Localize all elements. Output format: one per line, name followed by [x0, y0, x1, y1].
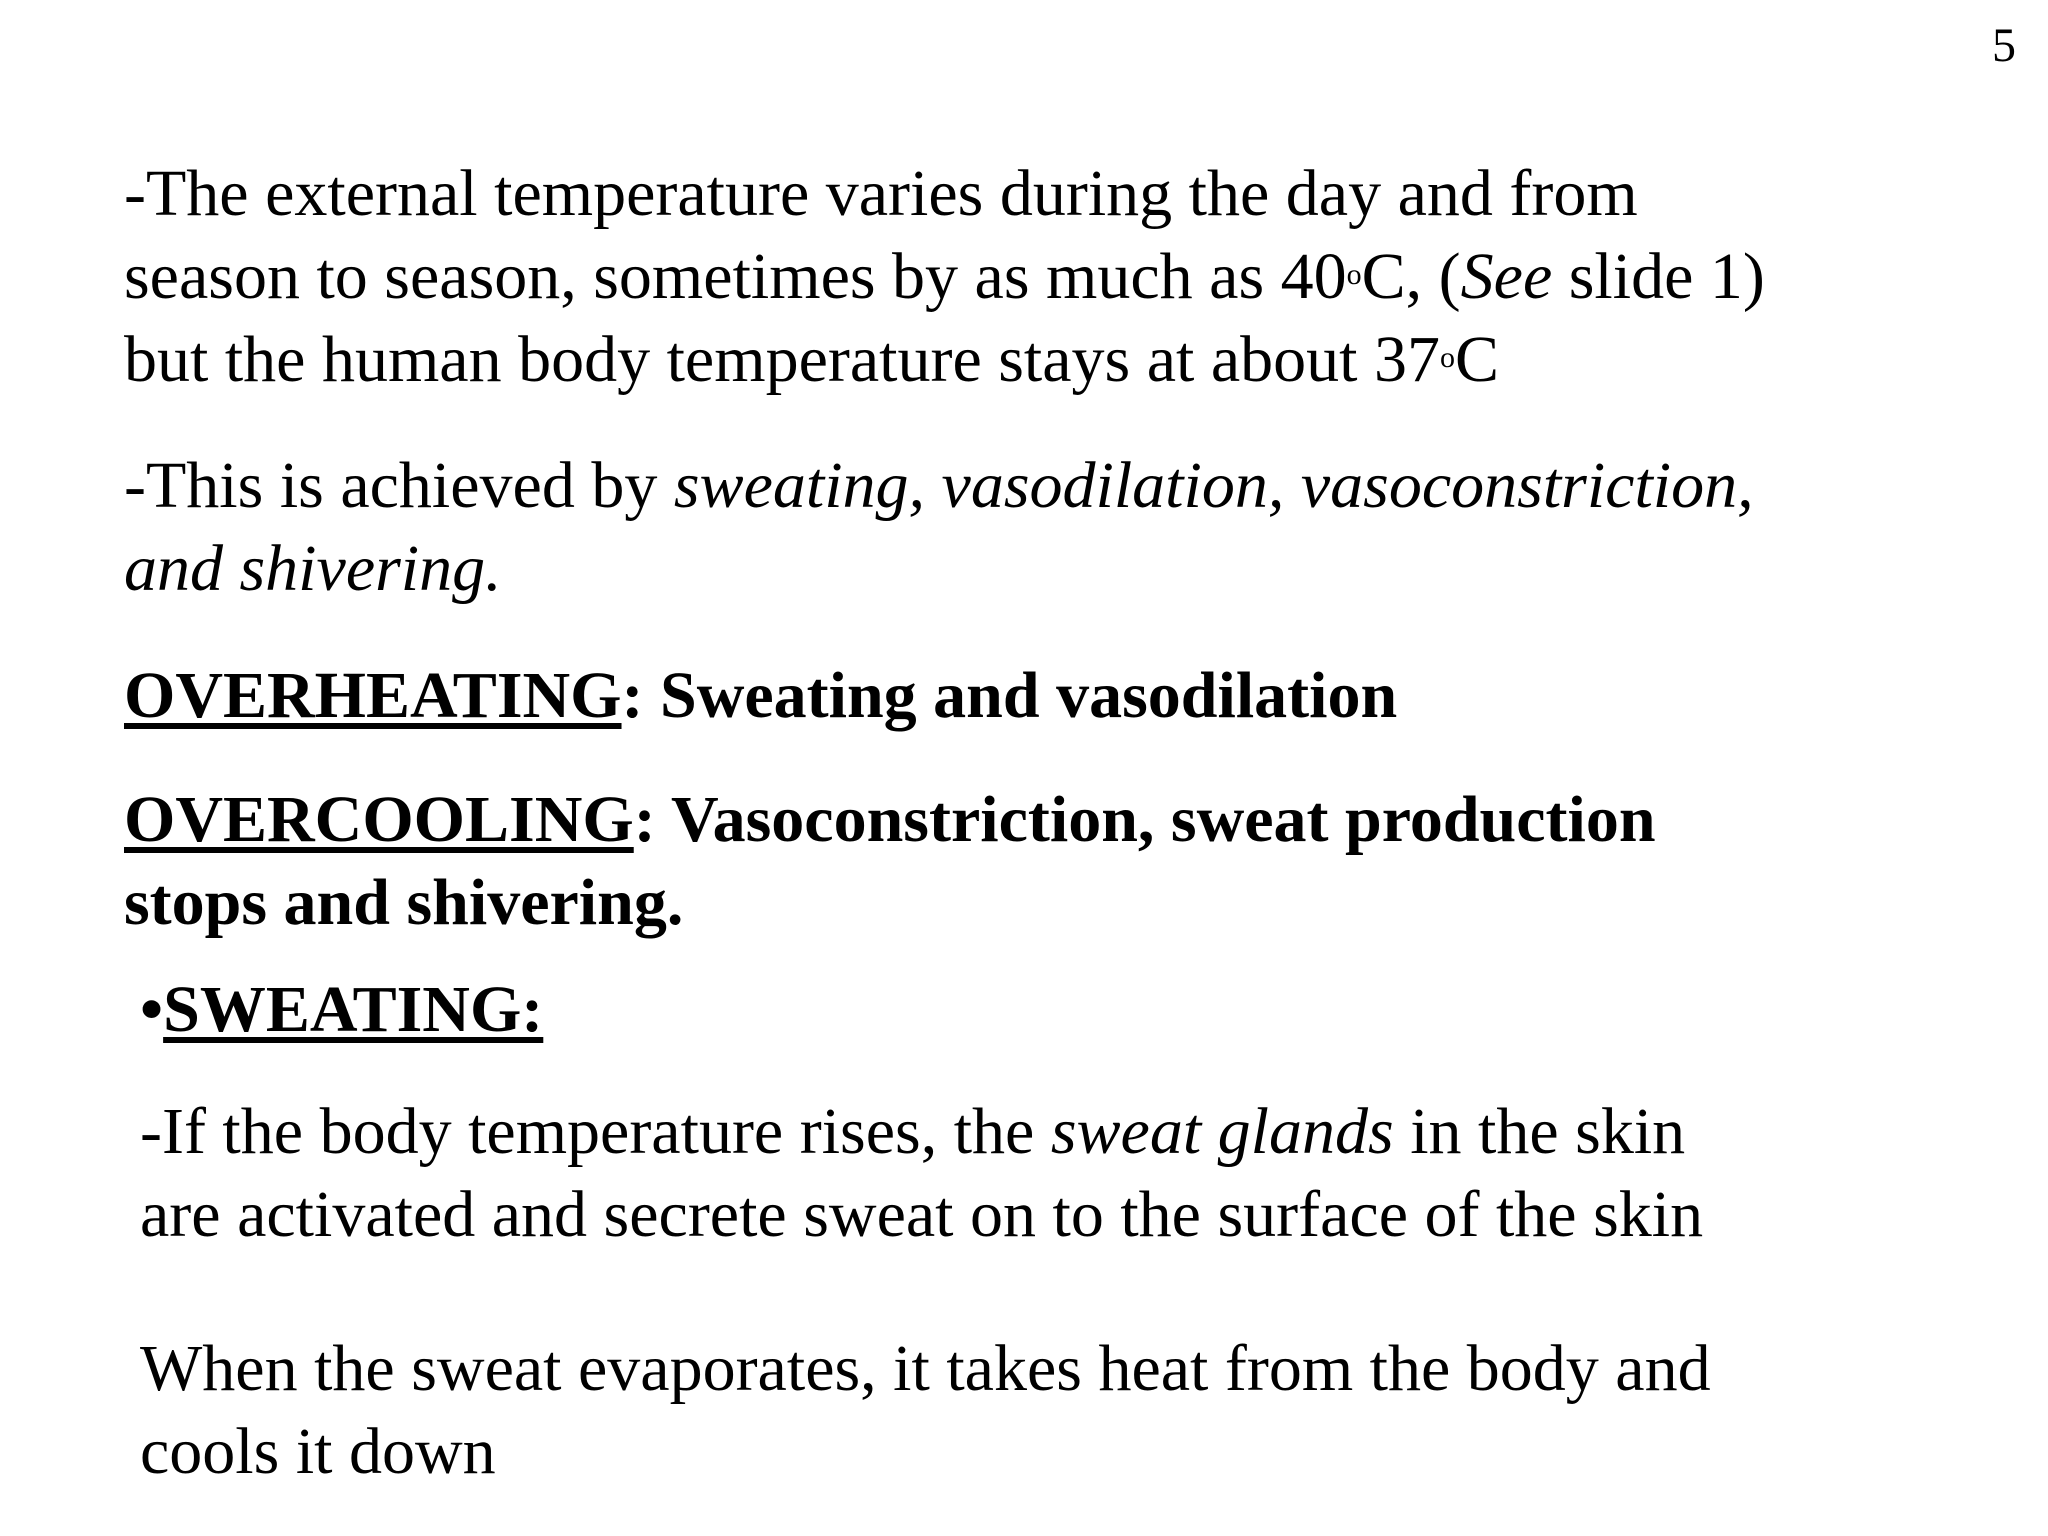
paragraph-line	[124, 235, 1924, 318]
paragraph-line: stops and shivering.	[124, 866, 684, 939]
paragraph-mechanisms	[124, 444, 1924, 610]
text-run: -This is achieved by	[124, 449, 674, 522]
overheating-definition	[124, 654, 1924, 737]
overheating-term: OVERHEATING	[124, 659, 622, 732]
paragraph-line: cools it down	[140, 1415, 496, 1488]
sweating-heading	[140, 968, 1940, 1051]
overcooling-definition	[124, 778, 1924, 944]
italic-see: See	[1460, 240, 1553, 313]
paragraph-line: -The external temperature varies during the day and from	[124, 157, 1638, 230]
paragraph-line	[124, 444, 1924, 527]
paragraph-external-temperature	[124, 152, 1924, 401]
text-run: season to season, sometimes by as much as 40	[124, 240, 1347, 313]
italic-sweat-glands: sweat glands	[1050, 1095, 1394, 1168]
text-run: slide 1)	[1552, 240, 1765, 313]
paragraph-line: are activated and secrete sweat on to the surface of the skin	[140, 1178, 1704, 1251]
italic-mechanisms: and shivering.	[124, 532, 502, 605]
paragraph-line	[124, 318, 1924, 401]
text-run: : Vasoconstriction, sweat production	[633, 783, 1656, 856]
bullet-icon: •	[140, 973, 164, 1046]
text-run: -If the body temperature rises, the	[140, 1095, 1051, 1168]
paragraph-sweat-glands	[140, 1090, 1940, 1256]
paragraph-line	[140, 1090, 1940, 1173]
text-run: in the skin	[1393, 1095, 1686, 1168]
text-run: C	[1455, 323, 1500, 396]
paragraph-line	[124, 527, 1924, 610]
slide-number: 5	[1992, 19, 2016, 72]
paragraph-line	[124, 654, 1924, 737]
paragraph-evaporation	[140, 1327, 1940, 1493]
degree-symbol: o	[1440, 341, 1456, 374]
paragraph-line: When the sweat evaporates, it takes heat from the body and	[140, 1332, 1711, 1405]
degree-symbol: o	[1346, 258, 1362, 291]
text-run: but the human body temperature stays at about 37	[124, 323, 1441, 396]
italic-mechanisms: sweating, vasodilation, vasoconstriction,	[673, 449, 1754, 522]
paragraph-line	[124, 778, 1924, 861]
paragraph-line	[140, 968, 1940, 1051]
text-run: C, (	[1361, 240, 1461, 313]
overcooling-term: OVERCOOLING	[124, 783, 634, 856]
sweating-label: SWEATING:	[163, 973, 544, 1046]
text-run: : Sweating and vasodilation	[621, 659, 1398, 732]
